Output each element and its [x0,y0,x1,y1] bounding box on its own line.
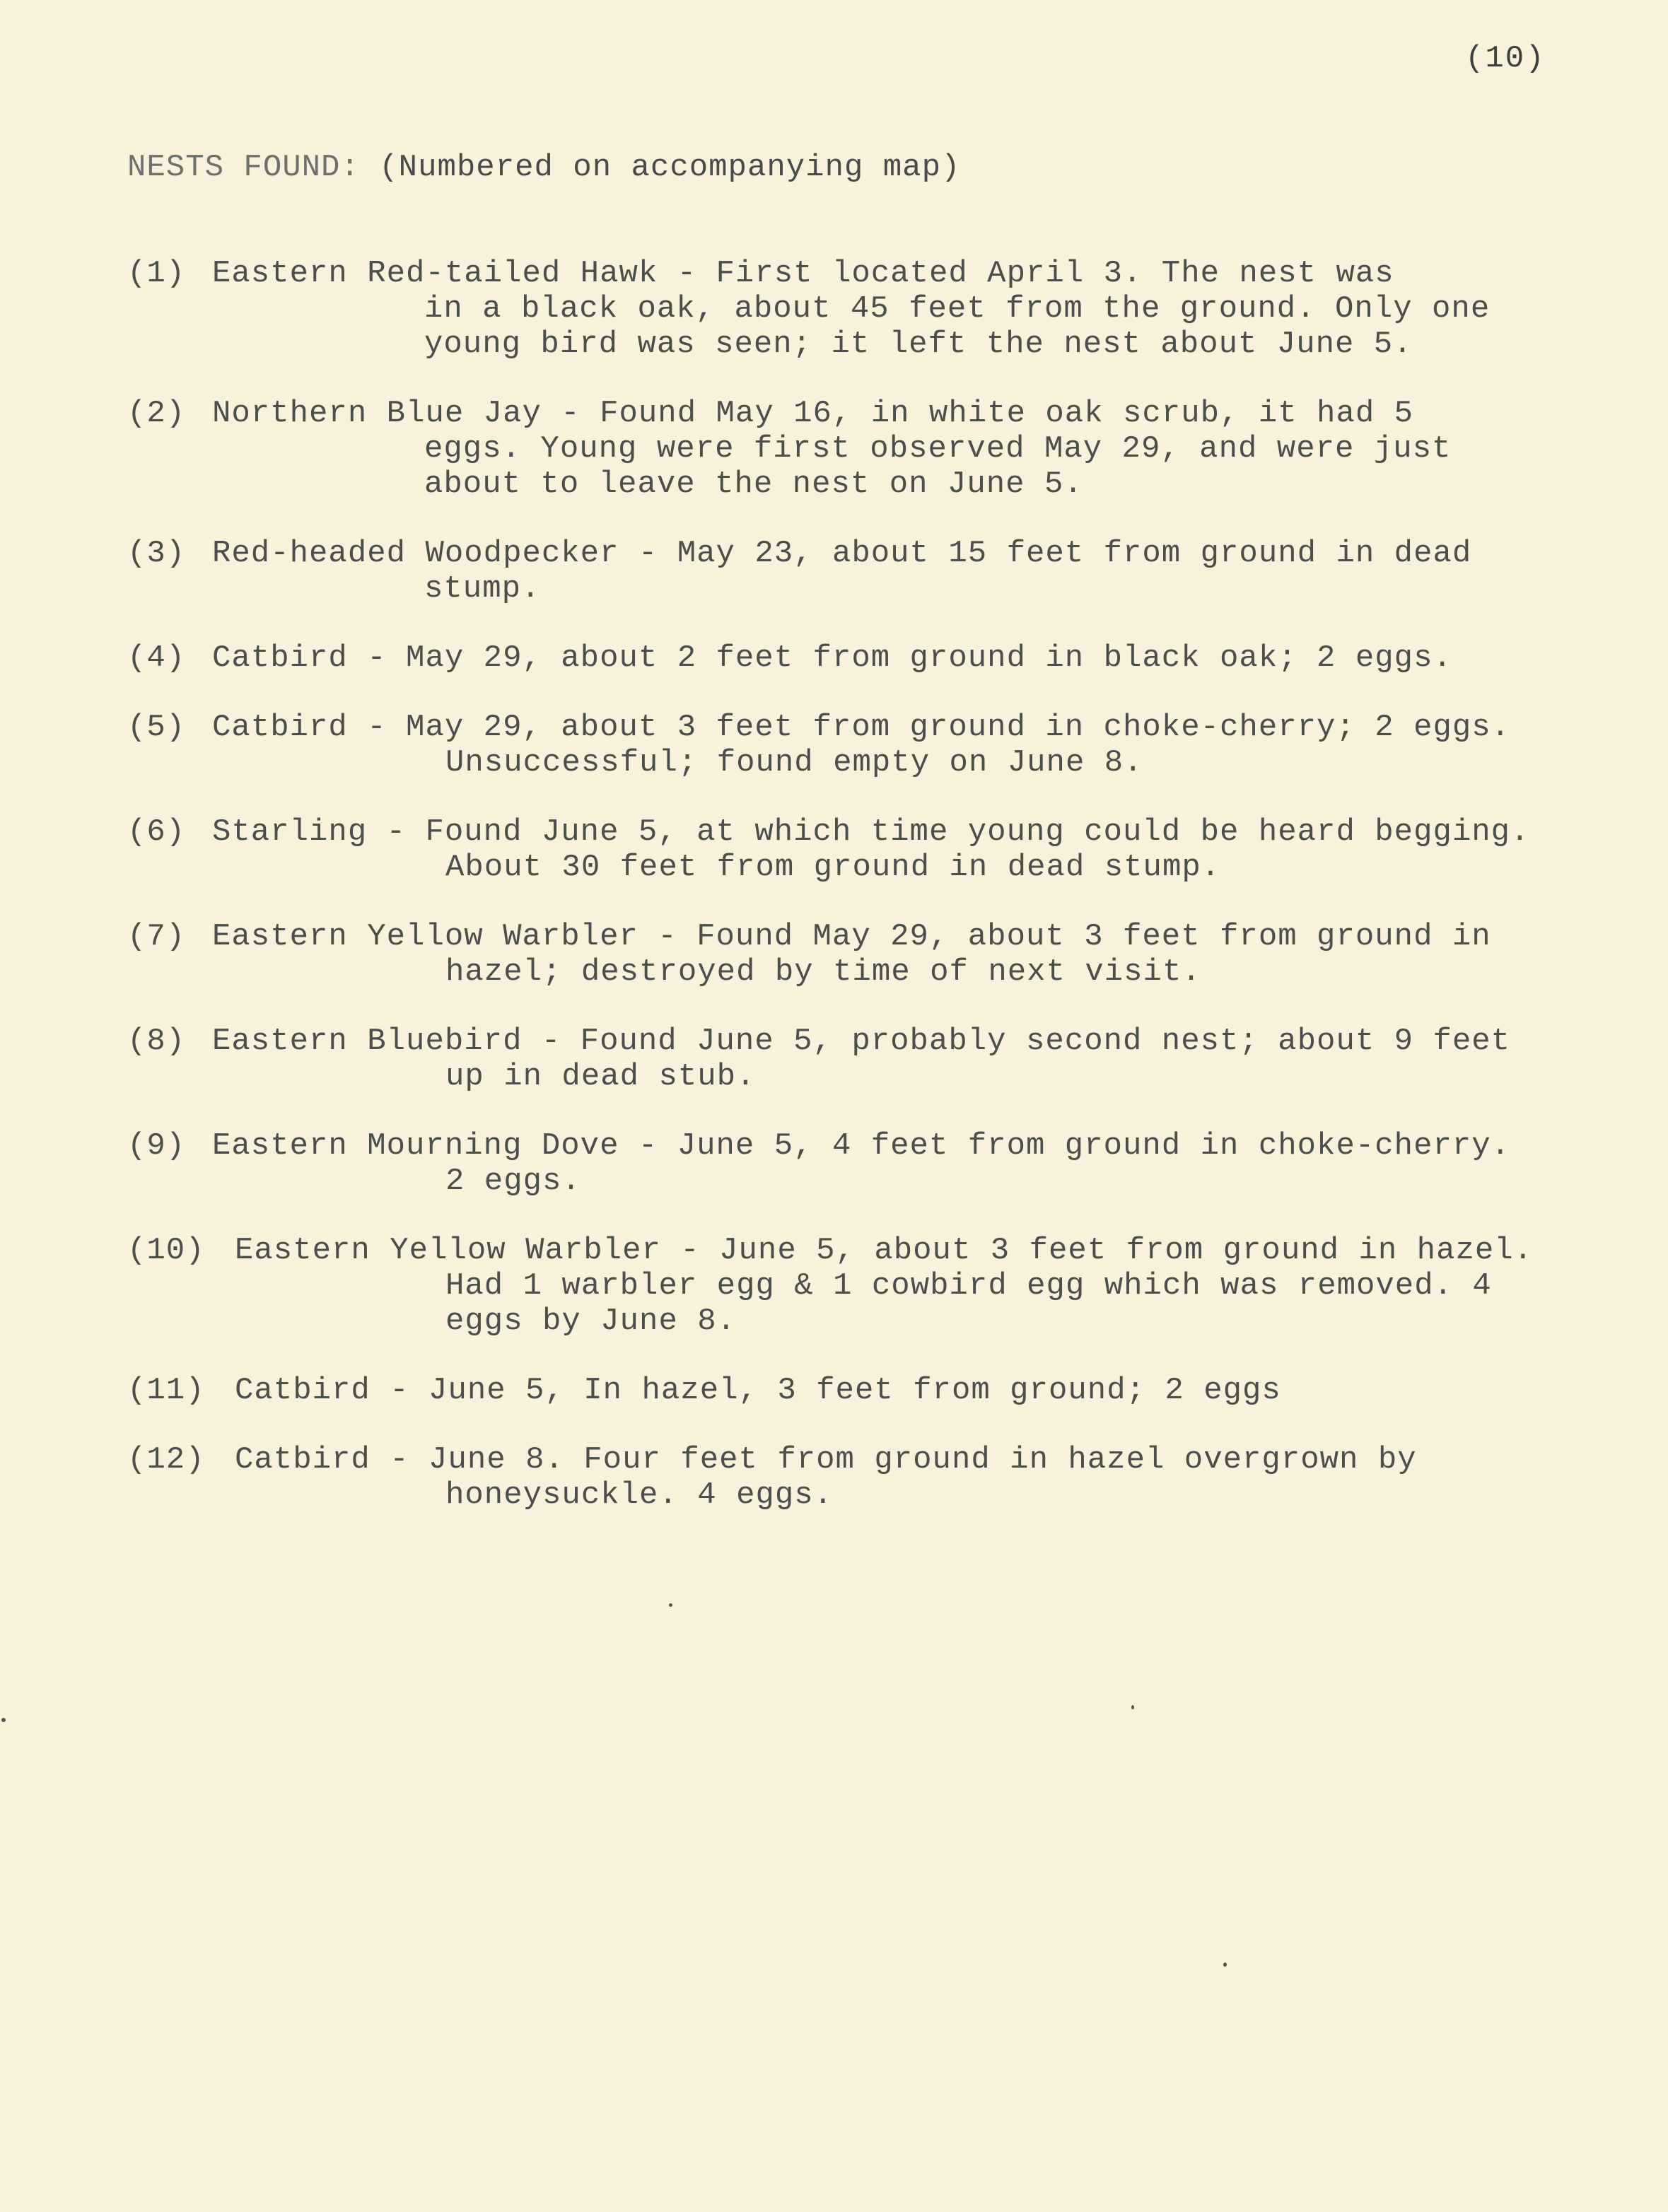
entry-text: Eastern Red-tailed Hawk - First located April 3. The nest was [212,256,1394,291]
entry-number: (11) [127,1373,205,1408]
entry-text: Eastern Mourning Dove - June 5, 4 feet from ground in choke-cherry. [212,1128,1511,1164]
entry-number: (3) [127,536,186,571]
entry-text: Eastern Yellow Warbler - June 5, about 3 feet from ground in hazel. [235,1233,1534,1268]
entry-number: (9) [127,1128,186,1164]
nest-entry-12 [127,1442,1655,1513]
entry-text: Starling - Found June 5, at which time young could be heard begging. [212,814,1530,850]
entry-number: (6) [127,814,186,850]
entry-text: Catbird - June 5, In hazel, 3 feet from ground; 2 eggs [235,1373,1281,1408]
nest-entry-1 [127,256,1655,362]
entry-text: Catbird - May 29, about 3 feet from ground in choke-cherry; 2 eggs. [212,710,1511,745]
entry-number: (4) [127,640,186,676]
entry-text: Eastern Bluebird - Found June 5, probably second nest; about 9 feet [212,1024,1511,1059]
entry-continuation: 2 eggs. [445,1164,581,1199]
nest-entry-3 [127,536,1655,607]
entry-number: (2) [127,396,186,431]
nest-entry-5 [127,710,1655,780]
entry-number: (5) [127,710,186,745]
paper-speck [669,1603,672,1607]
paper-speck [1,1718,6,1722]
entry-number: (10) [127,1233,205,1268]
section-heading [127,150,960,185]
entry-text: Catbird - June 8. Four feet from ground in hazel overgrown by [235,1442,1417,1477]
nest-entry-6 [127,814,1655,885]
entry-number: (7) [127,919,186,954]
nest-list [127,256,1655,1547]
nest-entry-9 [127,1128,1655,1199]
nest-entry-11 [127,1373,1655,1408]
nest-entry-8 [127,1024,1655,1094]
nest-entry-2 [127,396,1655,502]
entry-text: Catbird - May 29, about 2 feet from ground in black oak; 2 eggs. [212,640,1452,676]
entry-continuation: Had 1 warbler egg & 1 cowbird egg which was removed. 4 [445,1268,1492,1304]
nest-entry-10 [127,1233,1655,1339]
entry-continuation: About 30 feet from ground in dead stump. [445,850,1221,885]
entry-continuation: eggs. Young were first observed May 29, and were just [424,431,1452,467]
page-number: (10) [1465,41,1546,76]
entry-text: Red-headed Woodpecker - May 23, about 15 feet from ground in dead [212,536,1472,571]
entry-continuation: honeysuckle. 4 eggs. [445,1477,834,1513]
entry-continuation: in a black oak, about 45 feet from the ground. Only one [424,291,1491,327]
entry-text: Northern Blue Jay - Found May 16, in white oak scrub, it had 5 [212,396,1414,431]
entry-number: (1) [127,256,186,291]
entry-continuation: up in dead stub. [445,1059,756,1094]
heading-label: NESTS FOUND: [127,150,360,185]
entry-continuation: eggs by June 8. [445,1304,737,1339]
paper-speck [1223,1962,1227,1967]
nest-entry-4 [127,640,1655,676]
entry-number: (12) [127,1442,205,1477]
entry-continuation: young bird was seen; it left the nest about June 5. [424,327,1413,362]
entry-number: (8) [127,1024,186,1059]
paper-speck [1131,1705,1134,1709]
entry-continuation: Unsuccessful; found empty on June 8. [445,745,1143,780]
nest-entry-7 [127,919,1655,990]
entry-text: Eastern Yellow Warbler - Found May 29, about 3 feet from ground in [212,919,1491,954]
entry-continuation: about to leave the nest on June 5. [424,467,1083,502]
entry-continuation: hazel; destroyed by time of next visit. [445,954,1201,990]
heading-note: (Numbered on accompanying map) [379,150,961,185]
entry-continuation: stump. [424,571,541,607]
